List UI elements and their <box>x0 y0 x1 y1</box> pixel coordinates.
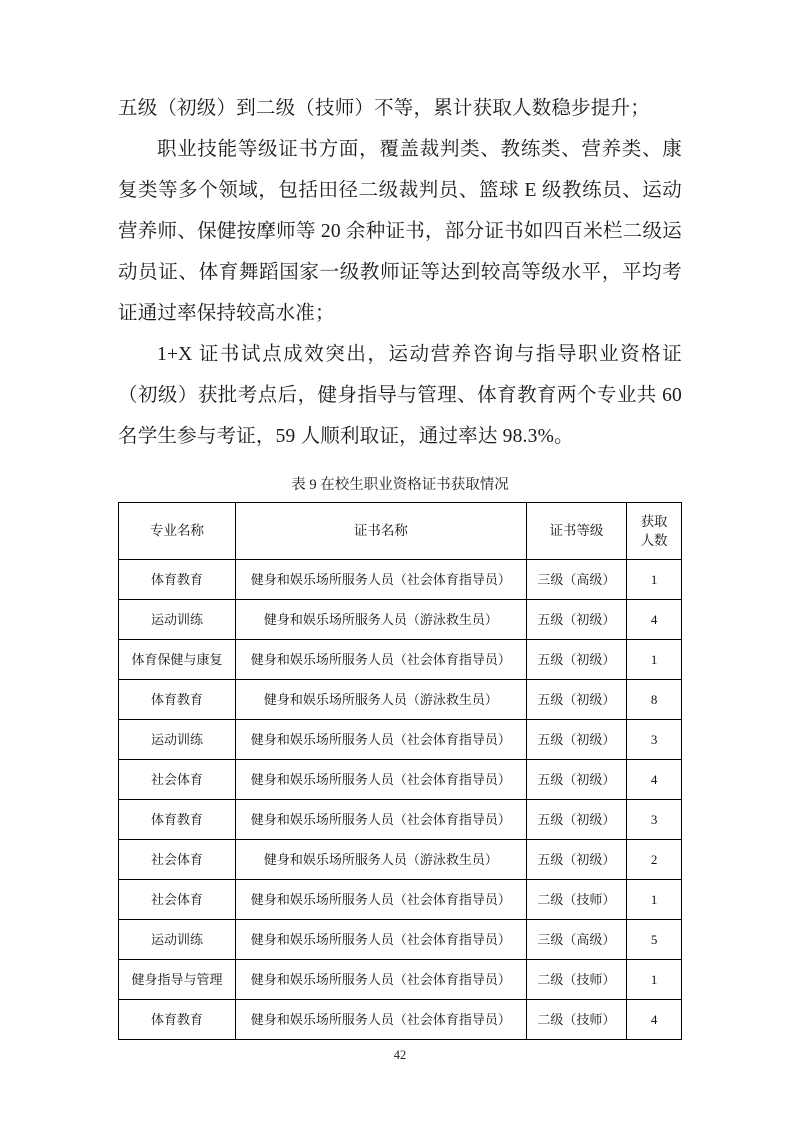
cell-major: 健身指导与管理 <box>119 960 236 1000</box>
cell-certificate-level: 三级（高级） <box>526 560 626 600</box>
cell-major: 体育教育 <box>119 560 236 600</box>
cell-major: 运动训练 <box>119 720 236 760</box>
paragraph-2: 职业技能等级证书方面，覆盖裁判类、教练类、营养类、康复类等多个领域，包括田径二级裁判员、篮球 E 级教练员、运动营养师、保健按摩师等 20 余种证书，部分证书如四百米栏二级运动员证、体育舞蹈国家一级教师证等达到较高等级水平，平均考证通过率保持较高水准； <box>118 139 682 324</box>
cell-major: 社会体育 <box>119 840 236 880</box>
page-content <box>118 88 682 1040</box>
cell-major: 社会体育 <box>119 880 236 920</box>
cell-certificate-level: 二级（技师） <box>526 960 626 1000</box>
cell-count: 4 <box>627 760 682 800</box>
cell-certificate-level: 三级（高级） <box>526 920 626 960</box>
cell-certificate-name: 健身和娱乐场所服务人员（游泳救生员） <box>235 840 526 880</box>
cell-certificate-name: 健身和娱乐场所服务人员（社会体育指导员） <box>235 640 526 680</box>
cell-count: 1 <box>627 880 682 920</box>
table-body <box>119 560 682 1040</box>
cell-certificate-level: 二级（技师） <box>526 880 626 920</box>
cell-major: 社会体育 <box>119 760 236 800</box>
cell-major: 运动训练 <box>119 600 236 640</box>
cell-certificate-name: 健身和娱乐场所服务人员（社会体育指导员） <box>235 1000 526 1040</box>
table-header <box>119 503 682 560</box>
cell-major: 运动训练 <box>119 920 236 960</box>
cell-count: 1 <box>627 560 682 600</box>
cell-certificate-level: 五级（初级） <box>526 640 626 680</box>
cell-certificate-level: 五级（初级） <box>526 600 626 640</box>
column-header-count-line-2: 人数 <box>640 533 668 548</box>
cell-certificate-name: 健身和娱乐场所服务人员（社会体育指导员） <box>235 760 526 800</box>
column-header-certificate-name: 证书名称 <box>235 503 526 560</box>
cell-certificate-name: 健身和娱乐场所服务人员（游泳救生员） <box>235 680 526 720</box>
cell-count: 5 <box>627 920 682 960</box>
column-header-count-line-1: 获取 <box>640 514 668 529</box>
cell-count: 2 <box>627 840 682 880</box>
cell-certificate-name: 健身和娱乐场所服务人员（社会体育指导员） <box>235 720 526 760</box>
cell-certificate-name: 健身和娱乐场所服务人员（社会体育指导员） <box>235 800 526 840</box>
paragraph-3: 1+X 证书试点成效突出，运动营养咨询与指导职业资格证（初级）获批考点后，健身指导与管理、体育教育两个专业共 60 名学生参与考证，59 人顺利取证，通过率达 98.3%。 <box>118 344 682 447</box>
table-row <box>119 560 682 600</box>
column-header-major: 专业名称 <box>119 503 236 560</box>
cell-certificate-level: 五级（初级） <box>526 720 626 760</box>
cell-certificate-name: 健身和娱乐场所服务人员（社会体育指导员） <box>235 880 526 920</box>
page-number: 42 <box>393 1048 407 1062</box>
cell-certificate-level: 二级（技师） <box>526 1000 626 1040</box>
cell-count: 1 <box>627 640 682 680</box>
cell-certificate-name: 健身和娱乐场所服务人员（游泳救生员） <box>235 600 526 640</box>
column-header-count <box>627 503 682 560</box>
cell-major: 体育教育 <box>119 1000 236 1040</box>
certificate-table <box>118 502 682 1040</box>
cell-count: 1 <box>627 960 682 1000</box>
table-caption: 表 9 在校生职业资格证书获取情况 <box>291 477 509 493</box>
cell-count: 4 <box>627 600 682 640</box>
cell-count: 8 <box>627 680 682 720</box>
cell-major: 体育教育 <box>119 800 236 840</box>
cell-certificate-level: 五级（初级） <box>526 760 626 800</box>
cell-certificate-level: 五级（初级） <box>526 680 626 720</box>
cell-certificate-name: 健身和娱乐场所服务人员（社会体育指导员） <box>235 920 526 960</box>
cell-count: 4 <box>627 1000 682 1040</box>
cell-certificate-name: 健身和娱乐场所服务人员（社会体育指导员） <box>235 960 526 1000</box>
cell-certificate-level: 五级（初级） <box>526 800 626 840</box>
cell-count: 3 <box>627 800 682 840</box>
cell-count: 3 <box>627 720 682 760</box>
cell-certificate-name: 健身和娱乐场所服务人员（社会体育指导员） <box>235 560 526 600</box>
table-header-row <box>119 503 682 560</box>
cell-certificate-level: 五级（初级） <box>526 840 626 880</box>
cell-major: 体育教育 <box>119 680 236 720</box>
paragraph-1: 五级（初级）到二级（技师）不等，累计获取人数稳步提升； <box>118 98 650 119</box>
cell-major: 体育保健与康复 <box>119 640 236 680</box>
column-header-certificate-level: 证书等级 <box>526 503 626 560</box>
